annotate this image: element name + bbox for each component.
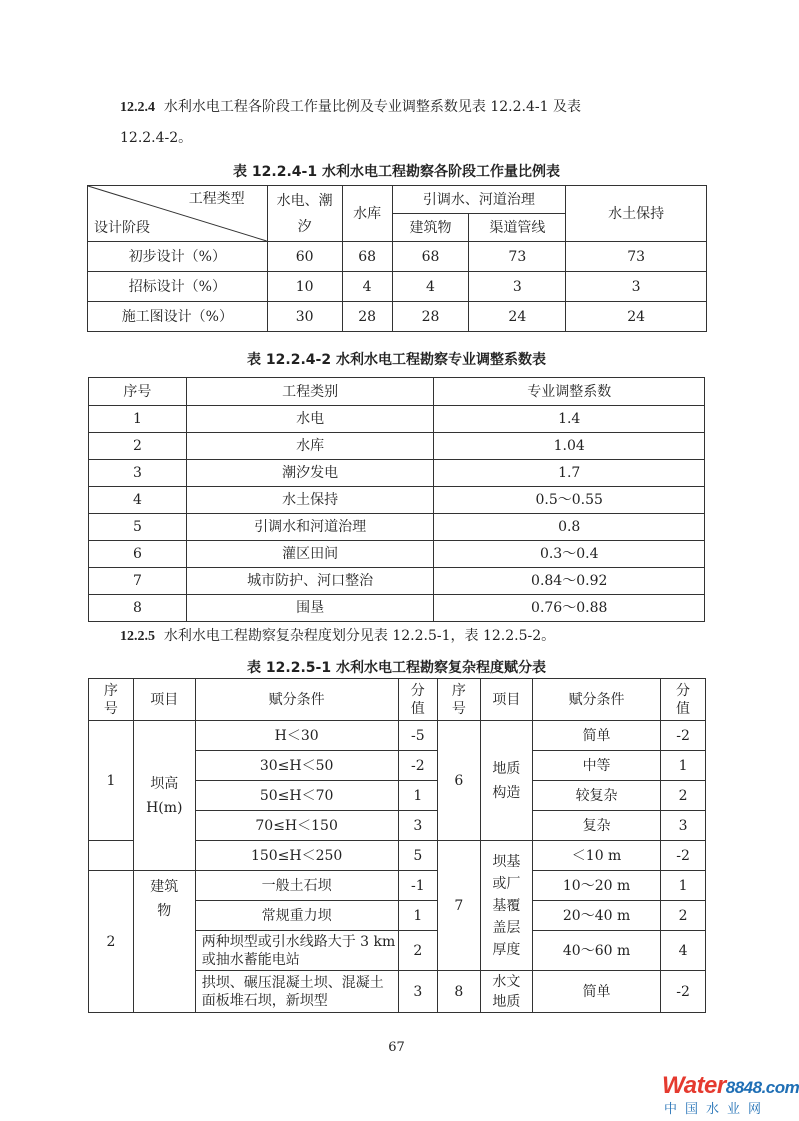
table-row: 招标设计（%） 10 4 4 3 3 bbox=[88, 272, 707, 302]
table-row: 2 水库 1.04 bbox=[89, 433, 705, 460]
empty-cell bbox=[89, 841, 134, 871]
group-item: 坝高 H(m) bbox=[133, 721, 195, 871]
paragraph-text: 水利水电工程勘察复杂程度划分见表 12.2.5-1，表 12.2.5-2。 bbox=[163, 628, 556, 644]
section-number: 12.2.5 bbox=[120, 629, 155, 644]
group-no: 6 bbox=[438, 721, 481, 841]
header-condition-right: 赋分条件 bbox=[533, 679, 661, 721]
header-condition-left: 赋分条件 bbox=[195, 679, 398, 721]
table1-caption: 表 12.2.4-1 水利水电工程勘察各阶段工作量比例表 bbox=[233, 164, 560, 180]
header-channel: 渠道管线 bbox=[469, 214, 566, 242]
header-item-right: 项目 bbox=[480, 679, 532, 721]
workload-ratio-table bbox=[87, 185, 707, 332]
group-item: 地质构造 bbox=[480, 721, 532, 841]
paragraph-12-2-5 bbox=[120, 621, 703, 652]
group-item: 水文地质 bbox=[480, 971, 532, 1013]
group-item: 坝基或厂基覆盖层厚度 bbox=[480, 841, 532, 971]
header-design-stage: 设计阶段 bbox=[94, 220, 150, 236]
table3-caption: 表 12.2.5-1 水利水电工程勘察复杂程度赋分表 bbox=[247, 660, 546, 676]
page-number: 67 bbox=[388, 1040, 405, 1055]
header-item-left: 项目 bbox=[133, 679, 195, 721]
header-coefficient: 专业调整系数 bbox=[434, 378, 705, 406]
diagonal-header-cell bbox=[88, 186, 268, 242]
header-score-left: 分值 bbox=[398, 679, 437, 721]
table-row: 7 城市防护、河口整治 0.84～0.92 bbox=[89, 568, 705, 595]
table-row: 8 围垦 0.76～0.88 bbox=[89, 595, 705, 622]
header-score-right: 分值 bbox=[661, 679, 706, 721]
group-no: 1 bbox=[89, 721, 134, 841]
header-no: 序号 bbox=[89, 378, 187, 406]
paragraph-text: 水利水电工程各阶段工作量比例及专业调整系数见表 12.2.4-1 及表 bbox=[163, 99, 581, 115]
header-diversion: 引调水、河道治理 bbox=[392, 186, 566, 214]
group-no: 2 bbox=[89, 871, 134, 1013]
header-no-right: 序号 bbox=[438, 679, 481, 721]
group-no: 7 bbox=[438, 841, 481, 971]
complexity-scoring-table: 序号 项目 赋分条件 分值 序号 项目 赋分条件 分值 1 坝高 H(m) H＜30 -5 6 地质构造 简单 -2 30≤H＜50 -2 中等 1 50≤H＜70 1 较复杂 2 70≤H＜150 3 复杂 3 150≤H＜250 5 7 坝基或厂基覆盖层厚度 ＜10 m -2 2 建筑物 一般土石坝 -1 10～20 m 1 常规重力坝 1 20～40 m 2 两种坝型或引水线路大于 3 km 或抽水蓄能电站 2 40～60 m 4 拱坝、碾压混凝土坝、混凝土面板堆石坝，新坝型 3 8 水文地质 简单 -2 bbox=[88, 678, 706, 1013]
table-row: 3 潮汐发电 1.7 bbox=[89, 460, 705, 487]
paragraph-12-2-4 bbox=[120, 92, 703, 153]
watermark-logo: Water8848.com 中国水业网 bbox=[662, 1072, 799, 1117]
header-no-left: 序号 bbox=[89, 679, 134, 721]
header-building: 建筑物 bbox=[392, 214, 469, 242]
header-project-type: 工程类型 bbox=[188, 191, 245, 207]
header-soil-conservation: 水土保持 bbox=[566, 186, 707, 242]
adjustment-coefficient-table bbox=[88, 377, 705, 622]
table-row: 初步设计（%） 60 68 68 73 73 bbox=[88, 242, 707, 272]
header-reservoir: 水库 bbox=[342, 186, 392, 242]
header-category: 工程类别 bbox=[186, 378, 434, 406]
group-no: 8 bbox=[438, 971, 481, 1013]
group-item: 建筑物 bbox=[133, 871, 195, 1013]
table-row: 4 水土保持 0.5～0.55 bbox=[89, 487, 705, 514]
table-row: 1 水电 1.4 bbox=[89, 406, 705, 433]
table2-caption: 表 12.2.4-2 水利水电工程勘察专业调整系数表 bbox=[247, 352, 546, 368]
table-row: 5 引调水和河道治理 0.8 bbox=[89, 514, 705, 541]
paragraph-text-cont: 12.2.4-2。 bbox=[120, 130, 193, 146]
header-hydro: 水电、潮汐 bbox=[267, 186, 342, 242]
table-row: 6 灌区田间 0.3～0.4 bbox=[89, 541, 705, 568]
section-number: 12.2.4 bbox=[120, 100, 155, 115]
table-row: 施工图设计（%） 30 28 28 24 24 bbox=[88, 302, 707, 332]
